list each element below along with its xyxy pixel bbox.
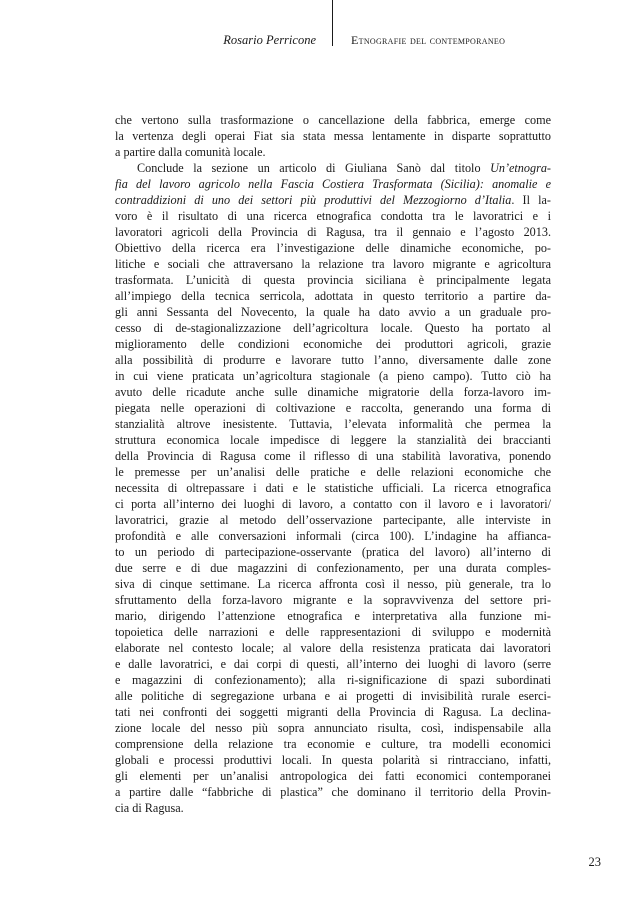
body-line: globali e processi produttivi locali. In questa polarità si rintracciano, infatti,	[115, 753, 551, 767]
body-line: all’impiego della tecnica serricola, adottata in questo territorio a partire da-	[115, 289, 551, 303]
body-line: topoietica delle narrazioni e delle rappresentazioni di sviluppo e modernità	[115, 625, 551, 639]
body-line: che vertono sulla trasformazione o cancellazione della fabbrica, emerge come	[115, 113, 551, 127]
body-line: fia del lavoro agricolo nella Fascia Costiera Trasformata (Sicilia): anomalie e	[115, 177, 551, 191]
body-line: miglioramento delle condizioni economiche dei produttori agricoli, grazie	[115, 337, 551, 351]
body-line: avuto delle ricadute anche sulle dinamiche migratorie della forza-lavoro im-	[115, 385, 551, 399]
body-line: gli elementi per un’analisi antropologica dei fatti economici contemporanei	[115, 769, 551, 783]
body-line: Obiettivo della ricerca era l’investigazione delle dinamiche economiche, po-	[115, 241, 551, 255]
body-text	[115, 112, 551, 816]
body-line: contraddizioni di uno dei settori più produttivi del Mezzogiorno d’Italia. Il la-	[115, 193, 551, 207]
body-line: voro è il risultato di una ricerca etnografica condotta tra le lavoratrici e i	[115, 209, 551, 223]
header-series-title: Etnografie del contemporaneo	[351, 33, 506, 47]
body-line: Conclude la sezione un articolo di Giuliana Sanò dal titolo Un’etnogra-	[137, 161, 551, 175]
body-line: to un periodo di partecipazione-osservante (pratica del lavoro) all’interno di	[115, 545, 551, 559]
body-line: sfruttamento della forza-lavoro migrante e la sopravvivenza del settore pri-	[115, 593, 551, 607]
body-line: tati nei confronti dei soggetti migranti della Provincia di Ragusa. La declina-	[115, 705, 551, 719]
page-number: 23	[588, 855, 601, 869]
body-line: struttura economica locale impedisce di leggere la stanzialità dei braccianti	[115, 433, 551, 447]
body-line: lavoratrici, grazie al metodo dell’osservazione partecipante, alle interviste in	[115, 513, 551, 527]
body-line: litiche e sociali che attraversano la relazione tra lavoro migrante e agricoltura	[115, 257, 551, 271]
body-line: le premesse per un’analisi delle pratiche e delle relazioni economiche che	[115, 465, 551, 479]
body-line: stanzialità altrove inesistente. Tuttavia, l’elevata informalità che permea la	[115, 417, 551, 431]
body-line: piegata nelle operazioni di coltivazione e raccolta, generando una forma di	[115, 401, 551, 415]
body-line: gli anni Sessanta del Novecento, la quale ha dato avvio a un graduale pro-	[115, 305, 551, 319]
body-line: ci porta all’interno dei luoghi di lavoro, a contatto con il lavoro e i lavoratori/	[115, 497, 551, 511]
body-line: comprensione della relazione tra economie e culture, tra modelli economici	[115, 737, 551, 751]
body-line: siva di cinque settimane. La ricerca affronta così il nesso, più generale, tra lo	[115, 577, 551, 591]
body-line: e dalle lavoratrici, e dai corpi di questi, all’interno dei luoghi di lavoro (serre	[115, 657, 551, 671]
body-line: la vertenza degli operai Fiat sia stata messa lentamente in disparte soprattutto	[115, 129, 551, 143]
body-line: in cui viene praticata un’agricoltura stagionale (a pieno campo). Tutto ciò ha	[115, 369, 551, 383]
body-line: e magazzini di confezionamento); alla ri-significazione di spazi subordinati	[115, 673, 551, 687]
body-line: mario, dirigendo l’attenzione etnografica e interpretativa alla funzione mi-	[115, 609, 551, 623]
body-line: elaborate nel contesto locale; al valore della resistenza praticata dai lavoratori	[115, 641, 551, 655]
body-line: trasformata. L’unicità di questa provincia siciliana è principalmente legata	[115, 273, 551, 287]
body-line: della Provincia di Ragusa come il riflesso di una stabilità lavorativa, ponendo	[115, 449, 551, 463]
body-line: a partire dalle “fabbriche di plastica” che dominano il territorio della Provin-	[115, 785, 551, 799]
body-line: lavoratori agricoli della Provincia di Ragusa, tra il gennaio e l’agosto 2013.	[115, 225, 551, 239]
body-line: profondità e alle conversazioni informali (circa 100). L’indagine ha affianca-	[115, 529, 551, 543]
body-line: a partire dalla comunità locale.	[115, 145, 266, 159]
body-line: necessita di oltrepassare i dati e le statistiche ufficiali. La ricerca etnografica	[115, 481, 551, 495]
body-line: alla possibilità di produrre e lavorare tutto l’anno, diversamente dalle zone	[115, 353, 551, 367]
body-line: zione locale del nesso più sopra annunciato risulta, così, indispensabile alla	[115, 721, 551, 735]
body-line: cia di Ragusa.	[115, 801, 184, 815]
header-author: Rosario Perricone	[223, 33, 316, 47]
body-line: due serre e di due magazzini di confezionamento, per una durata comples-	[115, 561, 551, 575]
body-line: cesso di de-stagionalizzazione dell’agricoltura locale. Questo ha portato al	[115, 321, 551, 335]
body-line: alle politiche di segregazione urbana e ai progetti di invisibilità rurale eserci-	[115, 689, 551, 703]
running-header	[0, 0, 643, 60]
header-divider	[332, 0, 333, 46]
